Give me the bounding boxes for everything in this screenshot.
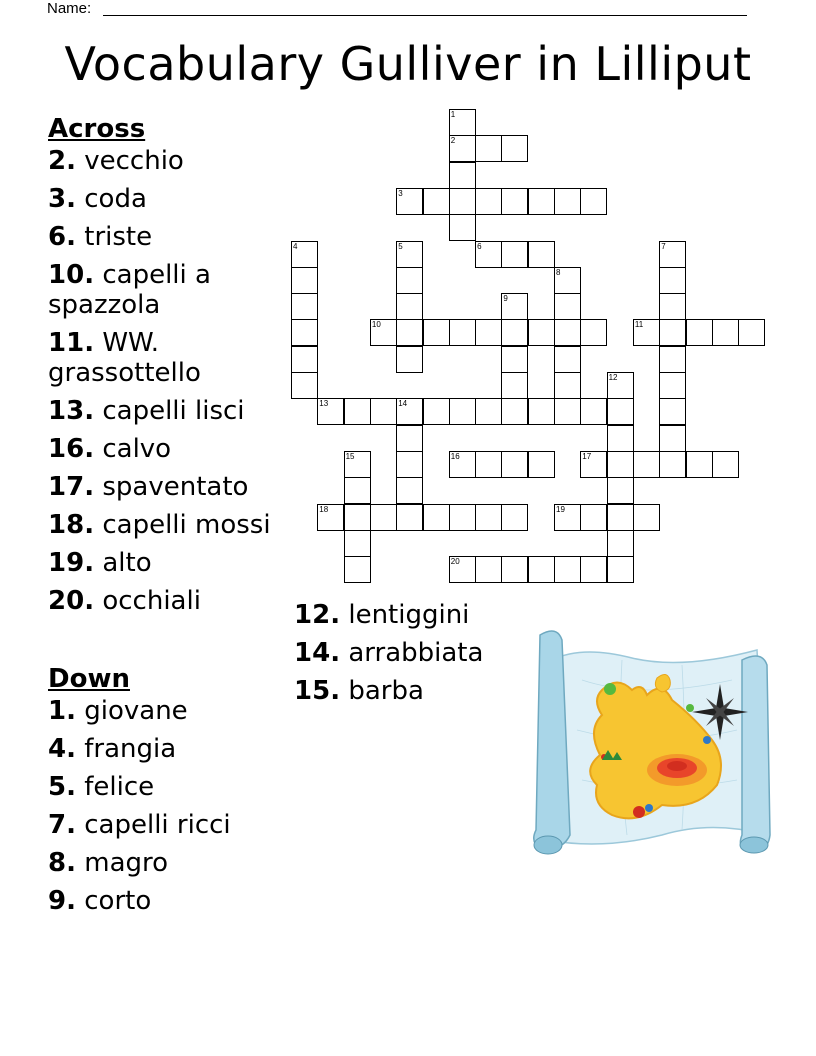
grid-cell[interactable] bbox=[738, 319, 765, 346]
grid-cell[interactable] bbox=[475, 451, 502, 478]
grid-cell[interactable] bbox=[554, 398, 581, 425]
grid-cell[interactable] bbox=[344, 477, 371, 504]
grid-cell[interactable] bbox=[580, 556, 607, 583]
clue-number-dot: . bbox=[84, 260, 95, 290]
grid-cell-number: 11 bbox=[634, 320, 644, 330]
grid-cell[interactable] bbox=[317, 504, 344, 531]
grid-cell[interactable] bbox=[607, 477, 634, 504]
grid-cell[interactable] bbox=[449, 109, 476, 136]
clue-number-dot: . bbox=[66, 146, 76, 176]
clue-number: 19 bbox=[48, 548, 85, 578]
clue-text: spaventato bbox=[102, 472, 249, 502]
grid-cell-number: 10 bbox=[371, 320, 381, 330]
clue-down-9 bbox=[48, 886, 273, 916]
grid-cell-number: 13 bbox=[319, 399, 329, 409]
name-underline bbox=[103, 15, 747, 16]
grid-cell-number: 8 bbox=[556, 267, 561, 277]
clue-number: 15 bbox=[294, 676, 331, 706]
grid-cell[interactable] bbox=[528, 241, 555, 268]
clue-across-3 bbox=[48, 184, 273, 214]
clue-number: 11 bbox=[48, 328, 85, 358]
clue-number: 12 bbox=[294, 600, 331, 630]
grid-cell[interactable] bbox=[607, 398, 634, 425]
grid-cell[interactable] bbox=[659, 319, 686, 346]
grid-cell-number: 18 bbox=[319, 504, 329, 514]
grid-cell[interactable] bbox=[423, 188, 450, 215]
grid-cell[interactable] bbox=[607, 504, 634, 531]
grid-cell[interactable] bbox=[607, 451, 634, 478]
grid-cell[interactable] bbox=[607, 425, 634, 452]
clue-down-5 bbox=[48, 772, 273, 802]
name-field[interactable] bbox=[47, 0, 747, 20]
clue-number: 18 bbox=[48, 510, 85, 540]
grid-cell[interactable] bbox=[475, 504, 502, 531]
grid-cell[interactable] bbox=[501, 504, 528, 531]
clue-text: coda bbox=[84, 184, 147, 214]
clue-number: 20 bbox=[48, 586, 85, 616]
grid-cell[interactable] bbox=[449, 319, 476, 346]
grid-cell[interactable] bbox=[475, 241, 502, 268]
grid-cell[interactable] bbox=[659, 293, 686, 320]
grid-cell[interactable] bbox=[659, 346, 686, 373]
clue-number-dot: . bbox=[330, 638, 341, 668]
grid-cell[interactable] bbox=[317, 398, 344, 425]
page-title: Vocabulary Gulliver in Lilliput bbox=[64, 37, 752, 91]
grid-cell[interactable] bbox=[396, 346, 423, 373]
clue-number-dot: . bbox=[84, 328, 95, 358]
grid-cell[interactable] bbox=[475, 556, 502, 583]
clue-number: 5 bbox=[48, 772, 67, 802]
grid-cell[interactable] bbox=[659, 425, 686, 452]
grid-cell-number: 5 bbox=[398, 241, 403, 251]
clue-number-dot: . bbox=[66, 184, 76, 214]
grid-cell-number: 3 bbox=[398, 188, 403, 198]
grid-cell[interactable] bbox=[501, 556, 528, 583]
grid-cell[interactable] bbox=[580, 504, 607, 531]
clue-text: capelli ricci bbox=[84, 810, 231, 840]
grid-cell[interactable] bbox=[449, 162, 476, 189]
grid-cell[interactable] bbox=[528, 398, 555, 425]
clue-text: frangia bbox=[84, 734, 177, 764]
clue-number: 8 bbox=[48, 848, 67, 878]
clue-text: capelli mossi bbox=[102, 510, 271, 540]
grid-cell[interactable] bbox=[659, 398, 686, 425]
grid-cell[interactable] bbox=[449, 556, 476, 583]
grid-cell[interactable] bbox=[475, 135, 502, 162]
grid-cell[interactable] bbox=[344, 504, 371, 531]
grid-cell[interactable] bbox=[554, 188, 581, 215]
grid-cell[interactable] bbox=[449, 188, 476, 215]
clue-number: 7 bbox=[48, 810, 67, 840]
clue-number-dot: . bbox=[84, 586, 95, 616]
grid-cell[interactable] bbox=[659, 372, 686, 399]
grid-cell[interactable] bbox=[607, 372, 634, 399]
clue-number: 14 bbox=[294, 638, 331, 668]
grid-cell[interactable] bbox=[554, 346, 581, 373]
grid-cell[interactable] bbox=[396, 398, 423, 425]
grid-cell[interactable] bbox=[554, 556, 581, 583]
grid-cell[interactable] bbox=[396, 293, 423, 320]
grid-cell[interactable] bbox=[580, 398, 607, 425]
clue-text: barba bbox=[348, 676, 424, 706]
clue-number-dot: . bbox=[66, 886, 76, 916]
grid-cell[interactable] bbox=[501, 293, 528, 320]
grid-cell-number: 20 bbox=[450, 557, 460, 567]
grid-cell[interactable] bbox=[633, 451, 660, 478]
clue-number-dot: . bbox=[66, 696, 76, 726]
name-label: Name: bbox=[47, 0, 92, 17]
grid-cell[interactable] bbox=[396, 451, 423, 478]
grid-cell[interactable] bbox=[580, 451, 607, 478]
clue-text: lentiggini bbox=[348, 600, 470, 630]
grid-cell[interactable] bbox=[554, 267, 581, 294]
grid-cell[interactable] bbox=[501, 319, 528, 346]
grid-cell[interactable] bbox=[344, 451, 371, 478]
grid-cell-number: 6 bbox=[477, 241, 482, 251]
across-heading: Across bbox=[48, 114, 146, 144]
grid-cell[interactable] bbox=[659, 267, 686, 294]
clue-text: triste bbox=[84, 222, 153, 252]
clue-number: 4 bbox=[48, 734, 67, 764]
grid-cell[interactable] bbox=[501, 451, 528, 478]
grid-cell[interactable] bbox=[659, 241, 686, 268]
grid-cell[interactable] bbox=[449, 451, 476, 478]
grid-cell[interactable] bbox=[396, 504, 423, 531]
clue-across-2 bbox=[48, 146, 273, 176]
grid-cell[interactable] bbox=[580, 319, 607, 346]
grid-cell[interactable] bbox=[501, 241, 528, 268]
clue-across-10 bbox=[48, 260, 273, 320]
clue-number: 13 bbox=[48, 396, 85, 426]
grid-cell[interactable] bbox=[344, 398, 371, 425]
clue-across-11 bbox=[48, 328, 273, 388]
grid-cell[interactable] bbox=[686, 451, 713, 478]
grid-cell[interactable] bbox=[633, 504, 660, 531]
clue-number-dot: . bbox=[66, 734, 76, 764]
clue-text: magro bbox=[84, 848, 169, 878]
clue-number: 16 bbox=[48, 434, 85, 464]
grid-cell[interactable] bbox=[580, 188, 607, 215]
grid-cell[interactable] bbox=[449, 504, 476, 531]
grid-cell[interactable] bbox=[554, 319, 581, 346]
grid-cell-number: 1 bbox=[450, 110, 456, 119]
clue-number-dot: . bbox=[66, 848, 76, 878]
clue-down-12 bbox=[294, 600, 534, 630]
clue-number-dot: . bbox=[84, 396, 95, 426]
grid-cell-number: 2 bbox=[450, 136, 456, 146]
clue-number: 2 bbox=[48, 146, 67, 176]
grid-cell[interactable] bbox=[449, 214, 476, 241]
clue-number: 1 bbox=[48, 696, 67, 726]
grid-cell[interactable] bbox=[712, 319, 739, 346]
grid-cell[interactable] bbox=[607, 530, 634, 557]
grid-cell-number: 17 bbox=[582, 451, 592, 461]
clue-text: felice bbox=[84, 772, 155, 802]
down-clues-continued bbox=[294, 600, 534, 714]
grid-cell[interactable] bbox=[501, 188, 528, 215]
clue-down-14 bbox=[294, 638, 534, 668]
clue-text: occhiali bbox=[102, 586, 201, 616]
clue-across-13 bbox=[48, 396, 273, 426]
clue-text: alto bbox=[102, 548, 152, 578]
clue-text: capelli a spazzola bbox=[48, 260, 211, 320]
clue-down-1 bbox=[48, 696, 273, 726]
grid-cell[interactable] bbox=[423, 398, 450, 425]
grid-cell-number: 7 bbox=[661, 241, 666, 251]
clue-across-16 bbox=[48, 434, 273, 464]
clue-text: corto bbox=[84, 886, 152, 916]
down-clues bbox=[48, 664, 273, 924]
grid-cell[interactable] bbox=[423, 504, 450, 531]
grid-cell-number: 15 bbox=[345, 451, 355, 461]
grid-cell-number: 12 bbox=[608, 373, 618, 382]
grid-cell[interactable] bbox=[528, 319, 555, 346]
grid-cell[interactable] bbox=[712, 451, 739, 478]
grid-cell[interactable] bbox=[686, 319, 713, 346]
clue-number: 3 bbox=[48, 184, 67, 214]
grid-cell[interactable] bbox=[554, 372, 581, 399]
grid-cell[interactable] bbox=[501, 398, 528, 425]
clue-across-6 bbox=[48, 222, 273, 252]
clue-across-20 bbox=[48, 586, 273, 616]
clue-number: 6 bbox=[48, 222, 67, 252]
grid-cell[interactable] bbox=[501, 346, 528, 373]
clue-across-17 bbox=[48, 472, 273, 502]
grid-cell[interactable] bbox=[370, 319, 397, 346]
grid-cell[interactable] bbox=[501, 135, 528, 162]
clue-number-dot: . bbox=[84, 434, 95, 464]
clue-text: capelli lisci bbox=[102, 396, 245, 426]
grid-cell[interactable] bbox=[501, 372, 528, 399]
grid-cell[interactable] bbox=[291, 346, 318, 373]
grid-cell[interactable] bbox=[344, 530, 371, 557]
clue-text: arrabbiata bbox=[348, 638, 484, 668]
grid-cell[interactable] bbox=[396, 267, 423, 294]
grid-cell[interactable] bbox=[396, 477, 423, 504]
clue-text: WW. grassottello bbox=[48, 328, 201, 388]
grid-cell[interactable] bbox=[396, 319, 423, 346]
down-heading: Down bbox=[48, 664, 130, 694]
grid-cell[interactable] bbox=[554, 504, 581, 531]
grid-cell[interactable] bbox=[291, 372, 318, 399]
clue-number-dot: . bbox=[84, 548, 95, 578]
grid-cell[interactable] bbox=[370, 398, 397, 425]
grid-cell[interactable] bbox=[659, 451, 686, 478]
grid-cell[interactable] bbox=[396, 425, 423, 452]
clue-text: calvo bbox=[102, 434, 172, 464]
clue-across-18 bbox=[48, 510, 273, 540]
grid-cell[interactable] bbox=[291, 241, 318, 268]
grid-cell-number: 14 bbox=[398, 399, 408, 409]
grid-cell[interactable] bbox=[475, 398, 502, 425]
clue-down-8 bbox=[48, 848, 273, 878]
across-clues bbox=[48, 114, 273, 624]
clue-number: 10 bbox=[48, 260, 85, 290]
clue-number: 9 bbox=[48, 886, 67, 916]
grid-cell[interactable] bbox=[449, 135, 476, 162]
grid-cell[interactable] bbox=[449, 398, 476, 425]
clue-number-dot: . bbox=[330, 600, 341, 630]
grid-cell[interactable] bbox=[344, 556, 371, 583]
grid-cell[interactable] bbox=[291, 319, 318, 346]
grid-cell-number: 4 bbox=[293, 241, 298, 251]
grid-cell-number: 16 bbox=[450, 451, 460, 461]
clue-number-dot: . bbox=[66, 772, 76, 802]
grid-cell[interactable] bbox=[370, 504, 397, 531]
grid-cell-number: 9 bbox=[503, 294, 508, 304]
clue-down-15 bbox=[294, 676, 534, 706]
grid-cell[interactable] bbox=[423, 319, 450, 346]
grid-cell[interactable] bbox=[554, 293, 581, 320]
clue-number-dot: . bbox=[84, 510, 95, 540]
treasure-map-icon bbox=[522, 620, 772, 860]
grid-cell[interactable] bbox=[607, 556, 634, 583]
grid-cell[interactable] bbox=[475, 188, 502, 215]
grid-cell[interactable] bbox=[291, 293, 318, 320]
clue-down-4 bbox=[48, 734, 273, 764]
clue-number-dot: . bbox=[330, 676, 341, 706]
grid-cell[interactable] bbox=[291, 267, 318, 294]
grid-cell[interactable] bbox=[528, 451, 555, 478]
clue-text: vecchio bbox=[84, 146, 184, 176]
grid-cell[interactable] bbox=[528, 556, 555, 583]
grid-cell[interactable] bbox=[475, 319, 502, 346]
clue-number-dot: . bbox=[66, 810, 76, 840]
clue-down-7 bbox=[48, 810, 273, 840]
grid-cell[interactable] bbox=[633, 319, 660, 346]
grid-cell-number: 19 bbox=[556, 504, 565, 514]
clue-text: giovane bbox=[84, 696, 188, 726]
grid-cell[interactable] bbox=[396, 241, 423, 268]
clue-number-dot: . bbox=[66, 222, 76, 252]
grid-cell[interactable] bbox=[528, 188, 555, 215]
grid-cell[interactable] bbox=[396, 188, 423, 215]
clue-across-19 bbox=[48, 548, 273, 578]
clue-number: 17 bbox=[48, 472, 85, 502]
clue-number-dot: . bbox=[84, 472, 95, 502]
